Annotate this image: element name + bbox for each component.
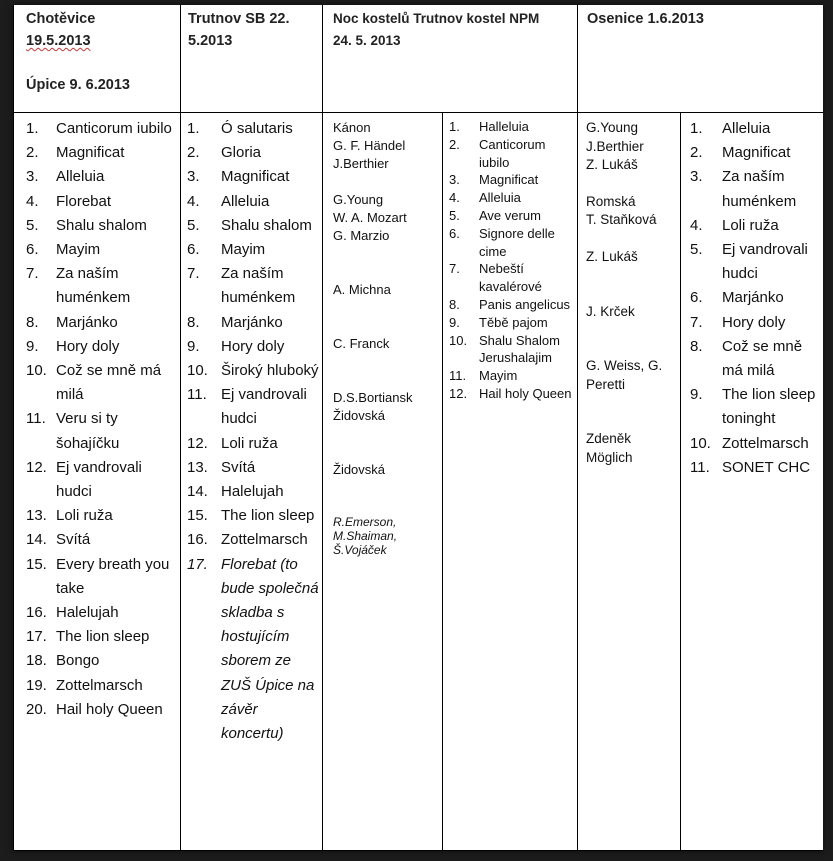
item-title: Ej vandrovali hudci [56, 458, 142, 501]
composer-name [333, 479, 441, 497]
item-number: 3. [26, 168, 39, 186]
list-item [449, 314, 575, 332]
item-number: 5. [187, 216, 200, 234]
list-item [26, 649, 178, 673]
list-item [187, 190, 320, 214]
item-number: 3. [449, 172, 460, 188]
header-line: Úpice 9. 6.2013 [26, 77, 130, 93]
composer-name: J. Krček [586, 303, 635, 319]
list-item [187, 383, 320, 431]
item-title: Ave verum [479, 207, 541, 223]
item-number: 20. [26, 700, 47, 718]
list-item [449, 118, 575, 136]
item-number: 11. [26, 410, 46, 428]
item-number: 19. [26, 676, 47, 694]
list-item [187, 262, 320, 310]
header-line: Noc kostelů Trutnov kostel NPM [333, 11, 540, 26]
column-divider [680, 112, 681, 851]
item-number: 14. [187, 483, 208, 501]
list-item [26, 698, 178, 722]
table-border-left [13, 5, 14, 851]
item-title: Magnificat [56, 144, 125, 162]
list-item [187, 553, 320, 747]
item-number: 15. [187, 507, 208, 525]
list-item [690, 286, 821, 310]
composer-name: J.Berthier [586, 138, 644, 154]
composer-name [586, 230, 678, 248]
list-item [26, 311, 178, 335]
list-item [187, 214, 320, 238]
item-title: Alleluia [221, 192, 270, 210]
composer-name: Z. Lukáš [586, 157, 638, 173]
item-number: 3. [690, 168, 703, 186]
item-number: 2. [449, 136, 460, 152]
item-number: 4. [449, 190, 460, 206]
header-osenice [587, 8, 817, 30]
item-title: Marjánko [221, 313, 283, 331]
item-number: 6. [187, 241, 200, 259]
item-title: Za naším huménkem [221, 265, 296, 307]
item-title: Zottelmarsch [722, 434, 809, 452]
item-title: Halelujah [221, 483, 284, 501]
header-line: 5.2013 [188, 33, 233, 49]
item-number: 11. [187, 386, 207, 404]
list-item [690, 335, 821, 383]
list-item [187, 311, 320, 335]
item-title: Alleluia [479, 190, 521, 206]
list-item [26, 407, 178, 455]
header-row-border [13, 112, 823, 113]
item-number: 12. [26, 458, 47, 476]
item-title: Což se mně má milá [722, 337, 803, 380]
list-item [26, 504, 178, 528]
item-title: Nebeští kavalérové [479, 261, 542, 295]
item-title: Panis angelicus [479, 296, 571, 312]
item-title: Every breath you take [56, 555, 170, 597]
composer-name: G.Young [586, 120, 639, 135]
header-line: Chotěvice [26, 11, 96, 27]
item-title: Signore delle cime [479, 225, 555, 259]
item-number: 4. [187, 192, 200, 210]
item-title: Mayim [56, 241, 101, 259]
item-number: 2. [690, 144, 703, 162]
list-item [187, 504, 320, 528]
list-item [449, 225, 575, 261]
item-number: 7. [187, 265, 200, 283]
item-number: 1. [449, 119, 460, 134]
composer-name: Möglich [586, 449, 633, 465]
item-number: 18. [26, 652, 47, 670]
item-number: 3. [187, 168, 200, 186]
item-number: 9. [449, 314, 460, 330]
composer-name: Š.Vojáček [333, 543, 387, 557]
item-title: Marjánko [722, 289, 784, 307]
program-list-chotevice [26, 117, 178, 722]
item-number: 12. [449, 385, 468, 401]
item-number: 6. [26, 241, 39, 259]
item-title: Magnificat [479, 172, 539, 188]
item-number: 11. [690, 458, 710, 476]
composer-name [333, 299, 441, 317]
item-title: Ó salutaris [221, 120, 293, 137]
item-number: 16. [26, 604, 47, 622]
list-item [449, 367, 575, 385]
list-item [26, 553, 178, 601]
composer-name: Židovská [333, 462, 386, 477]
item-number: 8. [690, 337, 703, 355]
item-title: Halelujah [56, 604, 119, 622]
list-item [187, 165, 320, 189]
list-item [690, 383, 821, 431]
list-item [449, 171, 575, 189]
list-item [26, 262, 178, 310]
item-title: Ej vandrovali hudci [221, 386, 307, 428]
list-item [26, 238, 178, 262]
item-number: 1. [187, 120, 200, 137]
item-title: Shalu Shalom Jerushalajim [479, 332, 560, 366]
composer-name [333, 245, 441, 263]
item-title: Marjánko [56, 313, 118, 331]
item-number: 6. [449, 225, 460, 241]
item-number: 6. [690, 289, 703, 307]
list-item [187, 117, 320, 141]
list-item [690, 238, 821, 286]
list-item [187, 335, 320, 359]
composer-name [586, 412, 678, 430]
list-item [187, 141, 320, 165]
list-item [26, 674, 178, 698]
header-noc-kostelu [333, 8, 578, 52]
item-number: 12. [187, 434, 208, 452]
composer-name: T. Staňková [586, 212, 657, 228]
composer-name: W. A. Mozart [333, 210, 407, 225]
composer-name [333, 173, 441, 191]
program-list-trutnov-sb [187, 117, 320, 746]
item-title: Florebat [56, 192, 112, 210]
item-title: Hory doly [56, 337, 120, 355]
list-item [26, 359, 178, 407]
item-title: Loli ruža [722, 216, 779, 234]
composer-name [333, 425, 441, 443]
composer-name: R.Emerson, [333, 515, 397, 529]
composer-name [586, 321, 678, 339]
list-item [690, 165, 821, 213]
item-number: 5. [449, 207, 460, 223]
item-number: 7. [449, 261, 460, 277]
composer-name: G. F. Händel [333, 138, 406, 153]
column-divider [180, 5, 181, 851]
list-item [187, 528, 320, 552]
list-item [187, 432, 320, 456]
item-number: 4. [26, 192, 39, 210]
item-title: Svítá [221, 458, 256, 476]
item-number: 8. [449, 296, 460, 312]
item-title: Hail holy Queen [479, 385, 572, 401]
list-item [26, 117, 178, 141]
item-number: 13. [26, 507, 47, 525]
list-item [690, 214, 821, 238]
list-item [690, 311, 821, 335]
program-list-noc-kostelu [449, 118, 575, 403]
item-title: The lion sleep toninght [722, 386, 816, 428]
composer-name [586, 285, 678, 303]
list-item [26, 456, 178, 504]
item-number: 2. [26, 144, 39, 162]
list-item [449, 207, 575, 225]
composer-name: Z. Lukáš [586, 248, 638, 264]
list-item [26, 335, 178, 359]
column-divider [322, 5, 323, 851]
item-title: The lion sleep [56, 628, 150, 646]
item-number: 10. [187, 362, 208, 380]
item-number: 10. [449, 332, 468, 348]
list-item [690, 117, 821, 141]
item-title: Alleluia [722, 120, 771, 137]
composer-name [586, 394, 678, 412]
item-title: Mayim [479, 368, 518, 384]
list-item [187, 359, 320, 383]
item-number: 17. [187, 555, 208, 573]
item-number: 7. [690, 313, 703, 331]
composer-name: Zdeněk [586, 431, 632, 447]
header-line [26, 52, 176, 74]
program-list-osenice [690, 117, 821, 480]
composer-name: J.Berthier [333, 156, 389, 171]
composer-name: A. Michna [333, 282, 391, 297]
composer-name: G. Marzio [333, 228, 390, 243]
item-number: 9. [187, 337, 200, 355]
item-number: 16. [187, 531, 208, 549]
item-number: 8. [26, 313, 39, 331]
list-item [187, 456, 320, 480]
composer-list-osenice [586, 119, 678, 468]
composer-name: M.Shaiman, [333, 529, 398, 543]
item-title: Loli ruža [221, 434, 278, 452]
list-item [449, 385, 575, 403]
item-title: Hory doly [221, 337, 285, 355]
item-title: Těbě pajom [479, 314, 548, 330]
document-page [13, 5, 823, 851]
item-number: 11. [449, 368, 467, 384]
composer-name: Peretti [586, 376, 626, 392]
list-item [26, 625, 178, 649]
composer-name [333, 497, 441, 515]
item-title: Magnificat [722, 144, 791, 162]
item-number: 1. [690, 120, 703, 137]
composer-name [333, 371, 441, 389]
item-title: Alleluia [56, 168, 105, 186]
composer-name: G. Weiss, G. [586, 358, 663, 374]
item-number: 10. [690, 434, 711, 452]
list-item [26, 601, 178, 625]
item-number: 5. [690, 241, 703, 259]
header-line: Osenice 1.6.2013 [587, 11, 704, 27]
list-item [449, 260, 575, 296]
item-title: Za naším huménkem [56, 265, 131, 307]
list-item [26, 165, 178, 189]
composer-name: Židovská [333, 408, 386, 423]
item-title: Svítá [56, 531, 91, 549]
item-title: Což se mně má milá [56, 362, 162, 404]
list-item [26, 141, 178, 165]
item-title: Canticorum iubilo [479, 136, 546, 170]
list-item [187, 238, 320, 262]
composer-name [333, 353, 441, 371]
list-item [690, 141, 821, 165]
list-item [26, 528, 178, 552]
column-divider [442, 112, 443, 851]
item-title: Shalu shalom [221, 216, 312, 234]
item-number: 13. [187, 458, 208, 476]
item-title: The lion sleep [221, 507, 315, 525]
composer-name [586, 339, 678, 357]
item-title: SONET CHC [722, 458, 811, 476]
item-title: Hory doly [722, 313, 786, 331]
item-number: 2. [187, 144, 200, 162]
composer-name [333, 443, 441, 461]
item-title: Shalu shalom [56, 216, 147, 234]
item-title: Hail holy Queen [56, 700, 163, 718]
header-line: Trutnov SB 22. [188, 11, 290, 27]
list-item [26, 214, 178, 238]
item-title: Veru si ty šohajíčku [56, 410, 120, 452]
composer-name [333, 317, 441, 335]
composer-name: Romská [586, 193, 636, 209]
item-number: 15. [26, 555, 47, 573]
item-title: Ej vandrovali hudci [722, 241, 808, 283]
column-divider [577, 5, 578, 851]
item-number: 14. [26, 531, 47, 549]
list-item [690, 456, 821, 480]
item-number: 10. [26, 362, 47, 380]
item-title: Florebat (to bude společná skladba s hostujícím sborem ze ZUŠ Úpice na závěr koncertu) [221, 555, 319, 743]
header-line: 24. 5. 2013 [333, 33, 401, 48]
item-title: Mayim [221, 241, 266, 259]
item-number: 8. [187, 313, 200, 331]
composer-name: D.S.Bortiansk [333, 390, 413, 405]
composer-name [586, 267, 678, 285]
item-number: 1. [26, 120, 39, 137]
header-trutnov-sb [188, 8, 318, 52]
list-item [449, 189, 575, 207]
header-line: 19.5.2013 [26, 33, 91, 49]
item-title: Canticorum iubilo [56, 120, 172, 137]
list-item [449, 136, 575, 172]
item-title: Loli ruža [56, 507, 113, 525]
item-number: 4. [690, 216, 703, 234]
item-title: Magnificat [221, 168, 290, 186]
table-border-bottom [13, 850, 823, 851]
item-number: 9. [690, 386, 703, 404]
item-title: Za naším huménkem [722, 168, 797, 210]
item-number: 7. [26, 265, 39, 283]
item-title: Široký hluboký [221, 362, 319, 380]
item-title: Halleluia [479, 119, 529, 134]
item-number: 9. [26, 337, 39, 355]
composer-name [333, 263, 441, 281]
item-title: Gloria [221, 144, 262, 162]
item-number: 17. [26, 628, 47, 646]
composer-name: C. Franck [333, 336, 390, 351]
list-item [187, 480, 320, 504]
composer-name: Kánon [333, 120, 371, 135]
item-number: 5. [26, 216, 39, 234]
list-item [690, 432, 821, 456]
item-title: Zottelmarsch [221, 531, 308, 549]
list-item [449, 296, 575, 314]
item-title: Zottelmarsch [56, 676, 143, 694]
header-chotevice-upice [26, 8, 176, 96]
list-item [26, 190, 178, 214]
composer-name: G.Young [333, 192, 384, 207]
composer-list-noc-kostelu [333, 119, 441, 557]
composer-name [586, 175, 678, 193]
list-item [449, 332, 575, 368]
item-title: Bongo [56, 652, 100, 670]
